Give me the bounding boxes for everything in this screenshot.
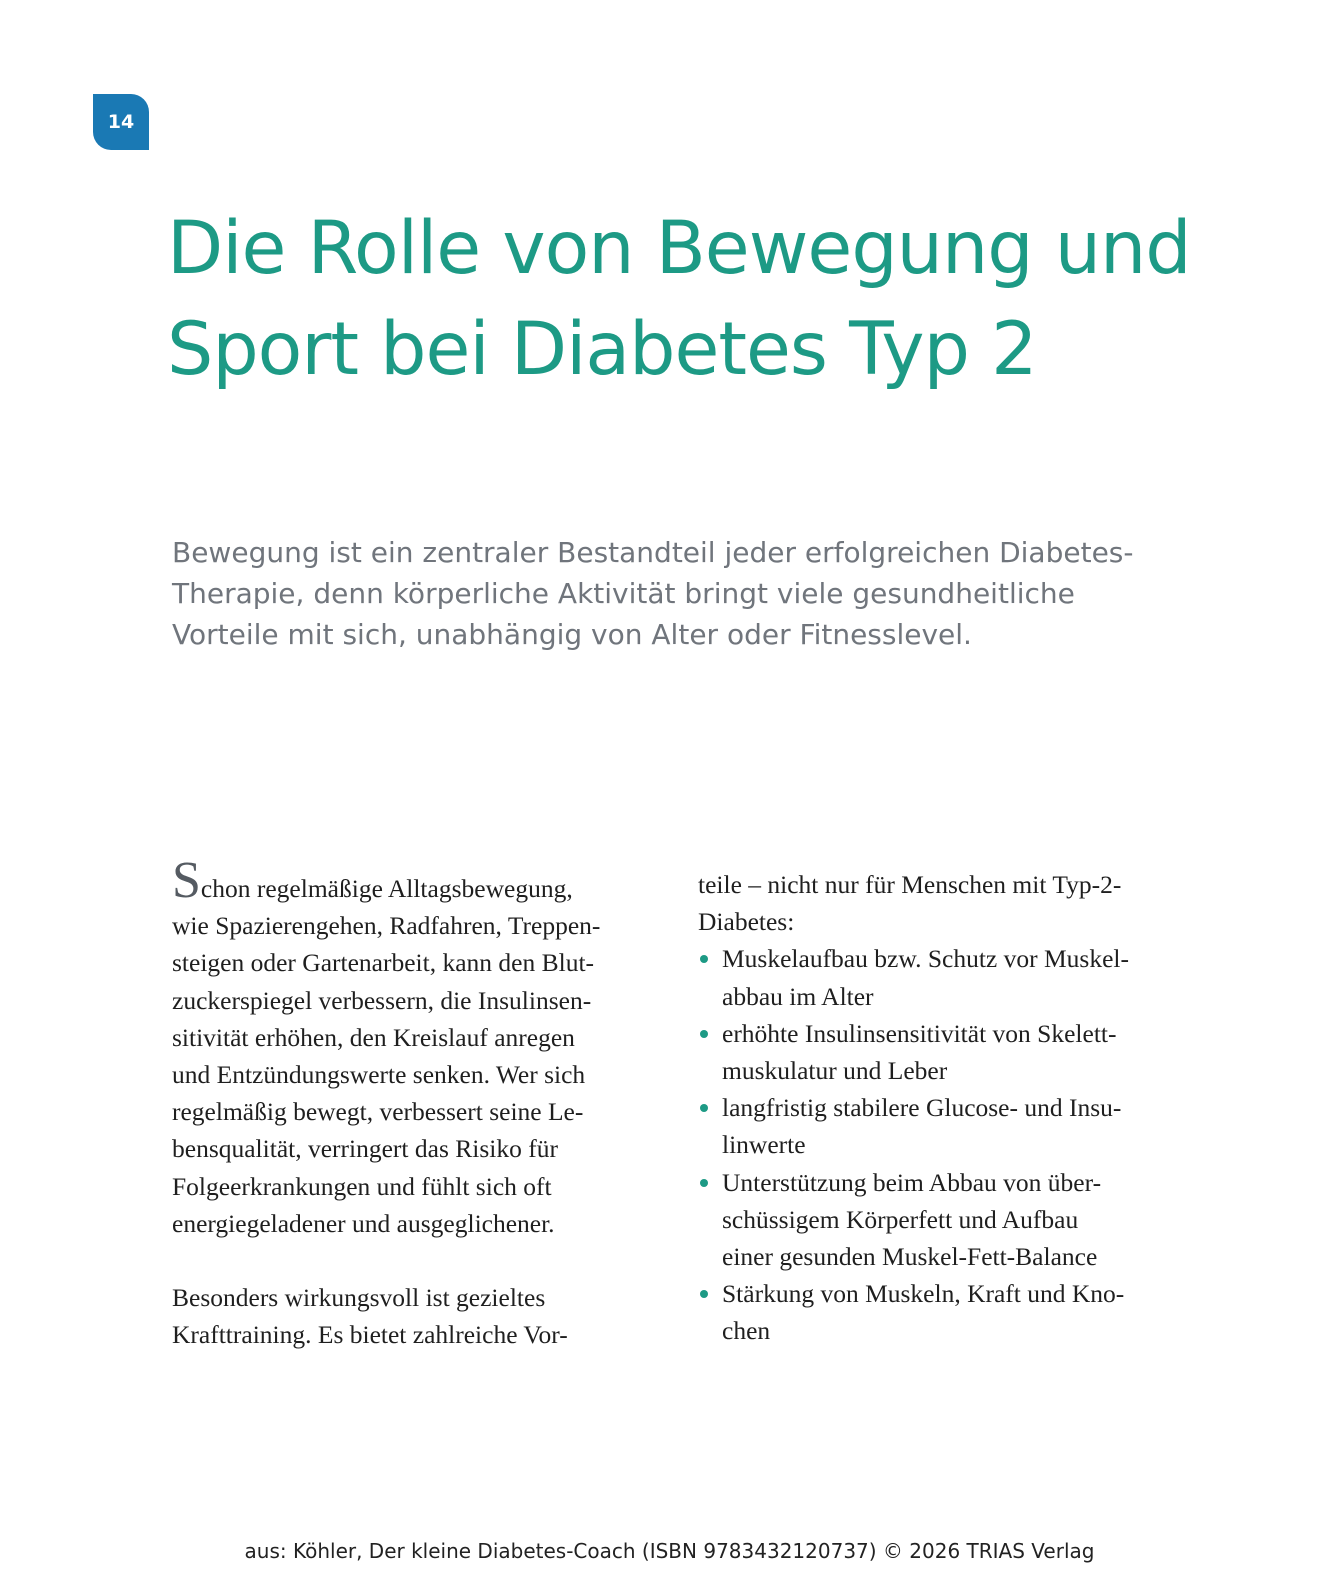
title-line: Die Rolle von Bewegung und <box>167 206 1191 291</box>
drop-cap: S <box>172 852 201 909</box>
body-paragraph <box>172 1279 642 1353</box>
list-item <box>698 1164 1168 1276</box>
body-line: regelmäßig bewegt, verbessert seine Le- <box>172 1097 584 1127</box>
body-line: teile – nicht nur für Menschen mit Typ-2- <box>698 870 1122 899</box>
list-item-line: erhöhte Insulinsensitivität von Skelett- <box>722 1018 1117 1048</box>
body-paragraph <box>172 852 642 1242</box>
body-line: zuckerspiegel verbessern, die Insulinsen- <box>172 985 592 1015</box>
body-line: bensqualität, verringert das Risiko für <box>172 1134 558 1164</box>
list-item-line: Muskelaufbau bzw. Schutz vor Muskel- <box>722 944 1129 974</box>
list-item <box>698 940 1168 1014</box>
list-item-line: einer gesunden Muskel-Fett-Balance <box>722 1242 1098 1272</box>
lead-paragraph <box>172 532 1232 655</box>
page-number: 14 <box>107 111 135 133</box>
title-line: Sport bei Diabetes Typ 2 <box>167 307 1037 392</box>
body-line: energiegeladener und ausgeglichener. <box>172 1208 555 1238</box>
lead-line: Bewegung ist ein zentraler Bestandteil jeder erfolgreichen Diabetes- <box>172 536 1134 569</box>
list-item-line: abbau im Alter <box>722 981 874 1011</box>
body-column-right <box>698 866 1168 1350</box>
body-line: und Entzündungswerte senken. Wer sich <box>172 1060 586 1090</box>
list-item-line: chen <box>722 1316 771 1346</box>
body-line: sitivität erhöhen, den Kreislauf anregen <box>172 1022 575 1052</box>
body-line: Krafttraining. Es bietet zahlreiche Vor- <box>172 1320 568 1350</box>
page-number-badge <box>93 94 149 150</box>
list-item-line: Stärkung von Muskeln, Kraft und Kno- <box>722 1279 1125 1309</box>
bullet-dot-icon <box>700 1290 708 1298</box>
body-line: Diabetes: <box>698 907 795 937</box>
list-item-line: Unterstützung beim Abbau von über- <box>722 1167 1102 1197</box>
source-footer <box>0 1539 1339 1563</box>
bullet-dot-icon <box>700 1104 708 1112</box>
bullet-list <box>698 940 1168 1349</box>
footer-text: aus: Köhler, Der kleine Diabetes-Coach (ISBN 9783432120737) © 2026 TRIAS Verlag <box>244 1539 1095 1563</box>
list-item-line: linwerte <box>722 1130 806 1160</box>
list-item <box>698 1015 1168 1089</box>
bullet-dot-icon <box>700 1030 708 1038</box>
body-line: Besonders wirkungsvoll ist gezieltes <box>172 1283 546 1313</box>
bullet-dot-icon <box>700 1179 708 1187</box>
list-item-line: langfristig stabilere Glucose- und Insu- <box>722 1093 1122 1123</box>
list-item <box>698 1275 1168 1349</box>
body-line: wie Spazierengehen, Radfahren, Treppen- <box>172 911 601 941</box>
body-line <box>172 852 642 909</box>
list-item <box>698 1089 1168 1163</box>
list-item-line: schüssigem Körperfett und Aufbau <box>722 1204 1079 1234</box>
body-line-text: chon regelmäßige Alltagsbewegung, <box>200 874 573 903</box>
lead-line: Therapie, denn körperliche Aktivität bringt viele gesundheitliche <box>172 577 1075 610</box>
paragraph-spacer <box>172 1242 642 1279</box>
lead-line: Vorteile mit sich, unabhängig von Alter oder Fitnesslevel. <box>172 618 972 651</box>
list-item-line: muskulatur und Leber <box>722 1056 948 1086</box>
body-line: Folgeerkrankungen und fühlt sich oft <box>172 1171 552 1201</box>
page-title <box>167 198 1267 400</box>
body-line: steigen oder Gartenarbeit, kann den Blut- <box>172 948 595 978</box>
body-column-left <box>172 852 642 1354</box>
body-paragraph <box>698 866 1168 940</box>
bullet-dot-icon <box>700 955 708 963</box>
